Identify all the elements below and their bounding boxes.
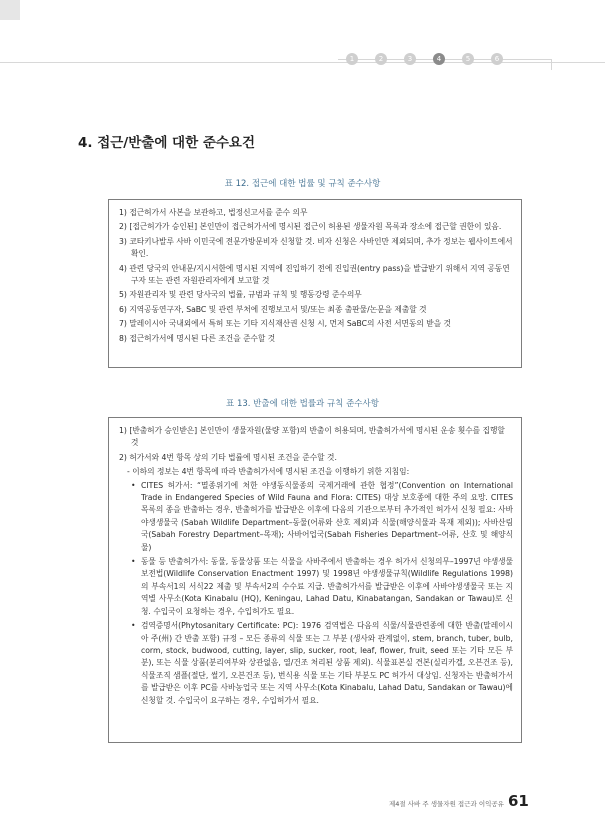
step-dot-5[interactable]: 5 [462,53,474,65]
bullet-cites: • CITES 허가서: “멸종위기에 처한 야생동식물종의 국제거래에 관한 협정”(Convention on International Trade in Endangered Species of Wild Fauna and Flora: CITES) 대상 보호종에 대한 주의 요망. CITES 목록의 종을 반출하는 경우, 반출허가를 발급받은 이후에 다음의 기관으로부터 추가적인 허가서 신청 필요: 사바야생생물국 (Sabah Wildlife Department–동물(어류와 산호 제외)과 식물(해양식물과 목재 제외)); 사바산림국(Sabah Forestry Department–목재); 사바어업국(Sabah Fisheries Department–어류, 산호 및 해양식물) [119,480,513,554]
step-dot-1[interactable]: 1 [346,53,358,65]
table-13-box [108,417,522,743]
guideline-bullets [119,480,513,707]
table-13-list [119,425,513,464]
list-item: 1) 접근허가서 사본을 보관하고, 법정신고서를 준수 의무 [119,208,308,217]
table-12-list [119,207,513,345]
list-item: 4) 관련 당국의 안내문/지시서한에 명시된 지역에 진입하기 전에 진입권(entry pass)을 발급받기 위해서 지역 공동연구자 또는 관련 자원관리자에게 보고할 것 [119,263,510,286]
page-number: 61 [508,792,529,810]
step-dot-2[interactable]: 2 [375,53,387,65]
step-dot-4-active[interactable]: 4 [433,53,445,65]
bullet-animal-export: • 동물 등 반출허가서: 동물, 동물상품 또는 식물을 사바주에서 반출하는 경우 허가서 신청의무–1997년 야생생물보전법(Wildlife Conservation Enactment 1997) 및 1998년 야생생물규칙(Wildlife Regulations 1998)의 부속서1의 서식22 제출 및 부속서2의 수수료 지급. 반출허가서를 발급받은 이후에 사바야생생물국 또는 지역별 사무소(Kota Kinabalu (HQ), Keningau, Lahad Datu, Kinabatangan, Sandakan or Tawau)로 신청. 수입국이 요청하는 경우, 수입허가도 필요. [119,556,513,618]
list-item: 1) [반출허가 승인받은] 본인만이 생물자원(물량 포함)의 반출이 허용되며, 반출허가서에 명시된 운송 횟수를 집행할 것 [119,426,505,448]
list-item: 3) 코타키나발루 사바 이민국에 전문가방문비자 신청할 것. 비자 신청은 사바인만 제외되며, 추가 정보는 웹사이트에서 확인. [119,236,513,259]
step-track [338,59,552,60]
table-12-caption: 표 12. 접근에 대한 법률 및 규칙 준수사항 [224,179,381,189]
step-navigation [338,53,552,65]
list-item: 2) 허가서와 4번 항목 상의 기타 법률에 명시된 조건을 준수할 것. [119,452,337,462]
table-13-caption: 표 13. 반출에 대한 법률과 규칙 준수사항 [226,399,379,409]
step-dot-6[interactable]: 6 [491,53,503,65]
step-dot-3[interactable]: 3 [404,53,416,65]
list-item: 5) 자원관리자 및 관련 당사국의 법률, 규범과 규칙 및 행동강령 준수의무 [119,290,362,300]
list-item: 8) 접근허가서에 명시된 다른 조건을 준수할 것 [119,333,276,343]
list-item: 6) 지역공동연구자, SaBC 및 관련 부처에 진행보고서 및/또는 최종 출판물/논문을 제출할 것 [119,304,427,314]
footer-label: 제4절 사바 주 생물자원 접근과 이익공유 [389,800,504,808]
list-item: 2) [접근허가가 승인된] 본인만이 접근허가서에 명시된 접근이 허용된 생물자원 목록과 장소에 접근할 권한이 있음. [119,222,502,232]
corner-decoration [0,0,20,20]
table-12-box [108,199,522,368]
section-title: 4. 접근/반출에 대한 준수요건 [78,135,256,151]
bullet-phytosanitary: • 검역증명서(Phytosanitary Certificate: PC): 1976 검역법은 다음의 식물/식물관련종에 대한 반출(말레이시아 주(州) 간 반출 포함) 규정 – 모든 종류의 식물 또는 그 부분 (생사와 관계없이, stem, branch, tuber, bulb, corm, stock, budwood, cutting, layer, slip, sucker, root, leaf, flower, fruit, seed 또는 기타 모든 부분), 또는 식물 상품(분리여부와 상관없음, 열/건조 처리된 상품 제외). 식물표본실 견본(실리카겔, 오븐건조 등), 식물조직 샘플(절단, 썰기, 오븐건조 등), 번식용 식물 또는 기타 부분도 PC 허가서 대상임. 신청자는 반출허가서를 발급받은 이후 PC를 사바농업국 또는 지역 사무소(Kota Kinabalu, Lahad Datu, Sandakan or Tawau)에 신청할 것. 수입국이 요구하는 경우, 수입허가서 필요. [119,620,513,707]
step-bracket [541,59,552,70]
guideline-note: - 이하의 정보는 4번 항목에 따라 반출허가서에 명시된 조건을 이행하기 위한 지침임: [127,467,410,477]
list-item: 7) 말레이시아 국내외에서 특허 또는 기타 지식재산권 신청 시, 먼저 SaBC의 사전 서면동의 받을 것 [119,319,451,329]
